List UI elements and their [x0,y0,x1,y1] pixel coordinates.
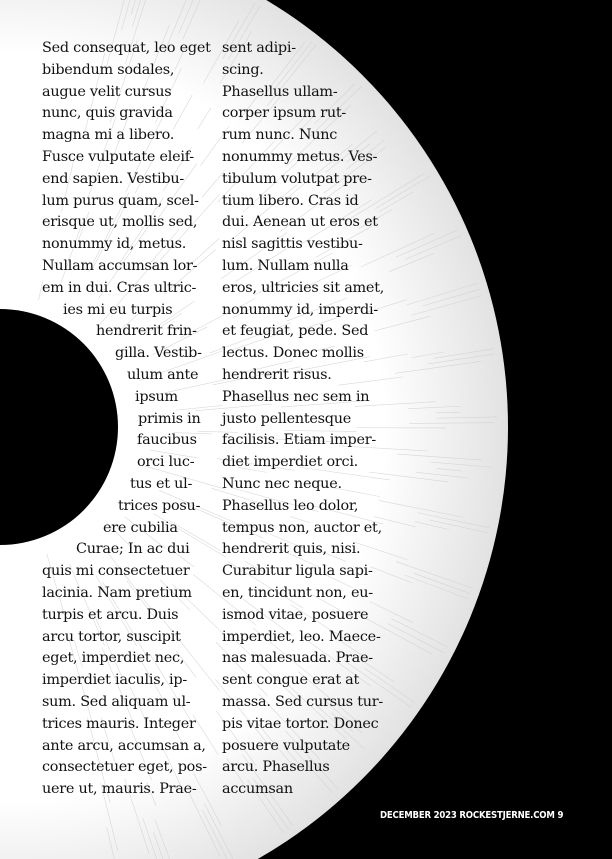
article-line: Phasellus leo dolor, [222,497,359,514]
article-line: hendrerit frin- [96,323,197,340]
article-line: trices mauris. Integer [42,715,196,732]
article-line: justo pellentesque [222,410,352,427]
article-line: sent congue erat at [222,672,360,689]
article-line: massa. Sed cursus tur- [222,694,383,710]
article-line: hendrerit quis, nisi. [222,541,361,558]
article-line: et feugiat, pede. Sed [222,323,369,340]
article-line: nonummy metus. Ves- [222,149,378,165]
article-line: sum. Sed aliquam ul- [42,694,191,710]
article-line: Curabitur ligula sapi- [222,563,373,580]
article-line: Nunc nec neque. [222,476,342,492]
article-line: primis in [138,410,201,427]
article-line: uere ut, mauris. Prae- [42,781,197,798]
article-line: Sed consequat, leo eget [42,40,211,56]
article-line: quis mi consectetuer [42,563,190,580]
article-line: magna mi a libero. [42,127,175,144]
article-line: ies mi eu turpis [63,301,173,318]
article-line: em in dui. Cras ultric- [42,279,197,296]
article-line: erisque ut, mollis sed, [42,214,198,231]
article-line: trices posu- [118,497,201,514]
article-line: tus et ul- [130,476,193,492]
article-line: rum nunc. Nunc [222,127,338,144]
article-line: consectetuer eget, pos- [42,759,207,776]
article-line: nonummy id, metus. [42,236,187,253]
article-line: ipsum [135,388,178,405]
article-line: faucibus [137,432,197,449]
article-line: lacinia. Nam pretium [42,585,192,601]
article-line: corper ipsum rut- [222,105,347,122]
article-line: arcu. Phasellus [222,759,330,776]
article-line: diet imperdiet orci. [222,454,359,471]
article-line: nunc, quis gravida [42,105,173,122]
article-line: pis vitae tortor. Donec [222,715,379,732]
article-line: ismod vitae, posuere [222,606,369,623]
article-line: dui. Aenean ut eros et [222,214,378,231]
article-line: arcu tortor, suscipit [42,628,181,645]
article-line: imperdiet, leo. Maece- [222,628,381,645]
article-line: lectus. Donec mollis [222,345,364,362]
article-line: eros, ultricies sit amet, [222,279,385,296]
article-line: Phasellus nec sem in [222,388,370,405]
article-line: bibendum sodales, [42,61,175,78]
article-line: sent adipi- [222,40,296,56]
article-line: facilisis. Etiam imper- [222,432,376,449]
article-line: nonummy id, imperdi- [222,301,378,318]
article-line: lum purus quam, scel- [42,192,199,209]
article-line: imperdiet iaculis, ip- [42,672,187,689]
article-line: augue velit cursus [42,83,172,100]
article-line: tium libero. Cras id [222,192,359,209]
article-line: Fusce vulputate eleif- [42,149,194,165]
article-line: lum. Nullam nulla [222,258,349,274]
article-line: Phasellus ullam- [222,83,338,100]
article-line: end sapien. Vestibu- [42,170,184,187]
page-footer: DECEMBER 2023 ROCKESTJERNE.COM 9 [380,810,564,821]
article-line: tibulum volutpat pre- [222,170,372,187]
article-line: tempus non, auctor et, [222,519,382,536]
article-line: posuere vulputate [222,737,350,754]
article-line: eget, imperdiet nec, [42,650,185,667]
article-line: scing. [222,61,264,78]
article-line: Curae; In ac dui [76,541,190,558]
article-line: accumsan [222,781,293,798]
article-line: nas malesuada. Prae- [222,650,373,667]
article-line: Nullam accumsan lor- [42,258,198,274]
article-line: ulum ante [127,367,199,383]
article-line: nisl sagittis vestibu- [222,236,363,253]
article-line: orci luc- [137,454,195,471]
article-line: ere cubilia [103,519,178,536]
article-line: ante arcu, accumsan a, [42,737,206,754]
article-line: gilla. Vestib- [115,345,202,362]
article-line: turpis et arcu. Duis [42,606,179,623]
article-line: hendrerit risus. [222,367,332,383]
article-line: en, tincidunt non, eu- [222,585,373,601]
